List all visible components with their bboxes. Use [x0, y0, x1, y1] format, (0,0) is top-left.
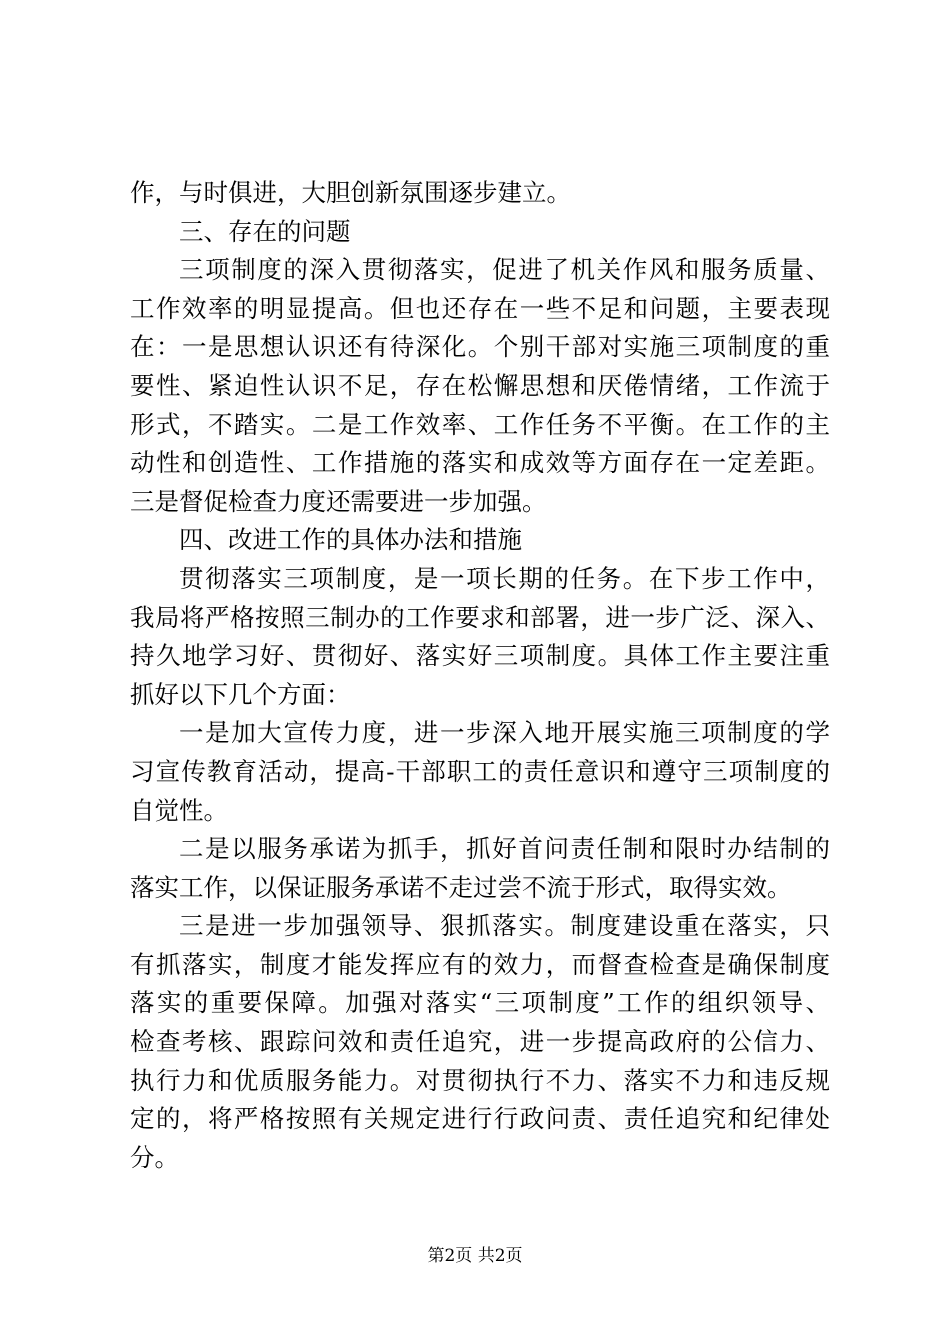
paragraph-line: 习宣传教育活动，提高-干部职工的责任意识和遵守三项制度的 [130, 756, 830, 786]
paragraph-line: 形式，不踏实。二是工作效率、工作任务不平衡。在工作的主 [130, 409, 830, 439]
paragraph-line: 抓好以下几个方面： [130, 679, 351, 709]
paragraph-line: 分。 [130, 1142, 179, 1172]
section-heading: 三、存在的问题 [179, 216, 351, 246]
paragraph-line: 一是加大宣传力度，进一步深入地开展实施三项制度的学 [179, 718, 830, 748]
page-number: 第2页 共2页 [427, 1246, 523, 1266]
paragraph-line: 自觉性。 [130, 795, 228, 825]
paragraph-line: 落实工作，以保证服务承诺不走过尝不流于形式，取得实效。 [130, 872, 792, 902]
paragraph-line: 执行力和优质服务能力。对贯彻执行不力、落实不力和违反规 [130, 1065, 830, 1095]
section-heading: 四、改进工作的具体办法和措施 [179, 525, 522, 555]
paragraph-line: 定的，将严格按照有关规定进行行政问责、责任追究和纪律处 [130, 1104, 830, 1134]
paragraph-line: 三是进一步加强领导、狠抓落实。制度建设重在落实，只 [179, 911, 830, 941]
document-body [130, 174, 830, 1177]
paragraph-line: 工作效率的明显提高。但也还存在一些不足和问题，主要表现 [130, 293, 830, 323]
paragraph-line: 有抓落实，制度才能发挥应有的效力，而督查检查是确保制度 [130, 949, 830, 979]
paragraph-line: 在：一是思想认识还有待深化。个别干部对实施三项制度的重 [130, 332, 830, 362]
paragraph-line: 三项制度的深入贯彻落实，促进了机关作风和服务质量、 [179, 255, 830, 285]
paragraph-line: 动性和创造性、工作措施的落实和成效等方面存在一定差距。 [130, 448, 830, 478]
paragraph-line: 落实的重要保障。加强对落实“三项制度”工作的组织领导、 [130, 988, 830, 1018]
paragraph-line: 我局将严格按照三制办的工作要求和部署，进一步广泛、深入、 [130, 602, 830, 632]
paragraph-line: 检查考核、跟踪问效和责任追究，进一步提高政府的公信力、 [130, 1027, 830, 1057]
paragraph-line: 作，与时俱进，大胆创新氛围逐步建立。 [130, 178, 571, 207]
paragraph-line: 贯彻落实三项制度，是一项长期的任务。在下步工作中， [179, 563, 830, 593]
paragraph-line: 三是督促检查力度还需要进一步加强。 [130, 486, 547, 516]
paragraph-line: 持久地学习好、贯彻好、落实好三项制度。具体工作主要注重 [130, 641, 830, 671]
paragraph-line: 二是以服务承诺为抓手，抓好首问责任制和限时办结制的 [179, 834, 830, 864]
paragraph-line: 要性、紧迫性认识不足，存在松懈思想和厌倦情绪，工作流于 [130, 370, 830, 400]
